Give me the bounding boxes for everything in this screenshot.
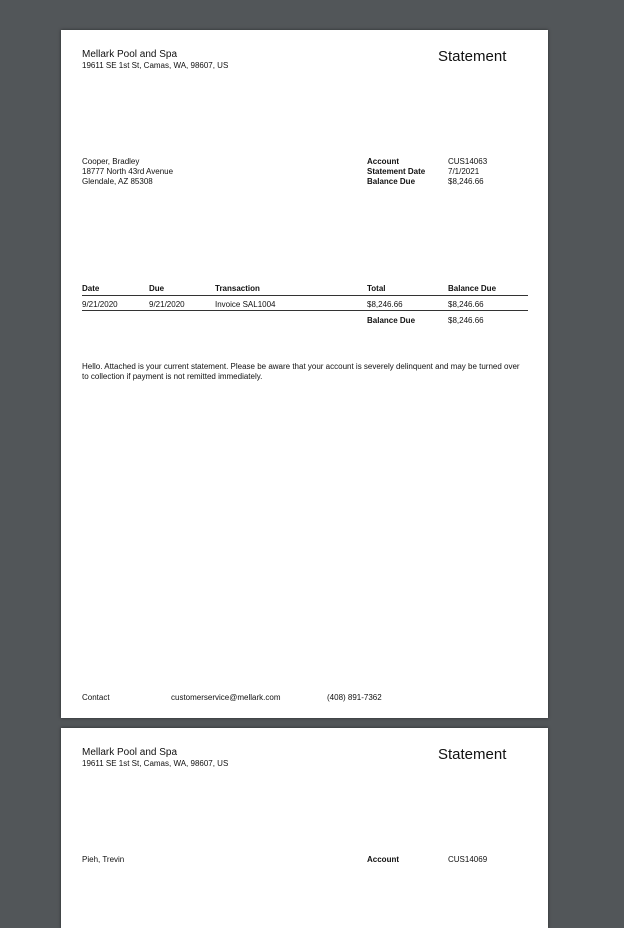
account-label: Account <box>367 855 399 864</box>
company-address: 19611 SE 1st St, Camas, WA, 98607, US <box>82 759 229 768</box>
col-header-transaction: Transaction <box>215 284 260 293</box>
cell-date: 9/21/2020 <box>82 300 118 309</box>
col-header-total: Total <box>367 284 386 293</box>
contact-label: Contact <box>82 693 110 702</box>
header-divider <box>82 295 528 296</box>
statement-date-label: Statement Date <box>367 167 426 176</box>
account-label: Account <box>367 157 399 166</box>
account-value: CUS14063 <box>448 157 488 166</box>
col-header-balance-due: Balance Due <box>448 284 497 293</box>
summary-balance-label: Balance Due <box>367 316 416 325</box>
statement-message: Hello. Attached is your current statement. Please be aware that your account is severely delinquent and may be turned over to collection if payment is not remitted immediately. <box>82 362 520 381</box>
summary-balance-value: $8,246.66 <box>448 316 484 325</box>
cell-total: $8,246.66 <box>367 300 403 309</box>
customer-name: Pieh, Trevin <box>82 855 125 864</box>
statement-date-value: 7/1/2021 <box>448 167 480 176</box>
document-title: Statement <box>438 746 507 763</box>
company-name: Mellark Pool and Spa <box>82 747 178 758</box>
statement-page-2 <box>61 728 548 928</box>
cell-transaction: Invoice SAL1004 <box>215 300 276 309</box>
statement-page-1 <box>61 30 548 718</box>
cell-balance-due: $8,246.66 <box>448 300 484 309</box>
customer-city: Glendale, AZ 85308 <box>82 177 153 186</box>
customer-street: 18777 North 43rd Avenue <box>82 167 174 176</box>
col-header-date: Date <box>82 284 100 293</box>
col-header-due: Due <box>149 284 165 293</box>
company-name: Mellark Pool and Spa <box>82 49 178 60</box>
contact-phone: (408) 891-7362 <box>327 693 382 702</box>
account-value: CUS14069 <box>448 855 488 864</box>
customer-name: Cooper, Bradley <box>82 157 140 166</box>
cell-due: 9/21/2020 <box>149 300 185 309</box>
document-title: Statement <box>438 48 507 65</box>
row-divider <box>82 310 528 311</box>
balance-due-value: $8,246.66 <box>448 177 484 186</box>
contact-email[interactable]: customerservice@mellark.com <box>171 693 281 702</box>
balance-due-label: Balance Due <box>367 177 416 186</box>
company-address: 19611 SE 1st St, Camas, WA, 98607, US <box>82 61 229 70</box>
